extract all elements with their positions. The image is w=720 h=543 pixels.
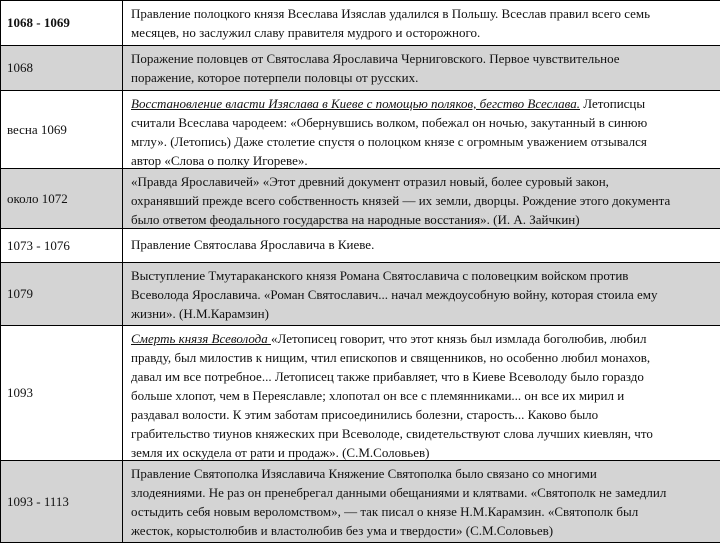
text-line: грабительство тиунов княжеских при Всеволоде, свидетельствуют слова лучших киевлян, что bbox=[131, 426, 653, 441]
date-cell: 1068 bbox=[0, 46, 123, 90]
date-cell: 1093 bbox=[0, 326, 123, 460]
date-cell: 1093 - 1113 bbox=[0, 461, 123, 542]
text-line: Выступление Тмутараканского князя Романа Святославича с половецким войском против bbox=[131, 268, 629, 283]
text-line: Правление полоцкого князя Всеслава Изяслав удалился в Польшу. Всеслав правил всего семь bbox=[131, 6, 651, 21]
description-cell bbox=[123, 461, 720, 542]
table-row bbox=[0, 46, 720, 91]
description-cell bbox=[123, 229, 720, 262]
text-line: было ответом феодального государства на народные восстания». (И. А. Зайчкин) bbox=[131, 212, 580, 227]
date-cell: весна 1069 bbox=[0, 91, 123, 168]
text-line: автор «Слова о полку Игореве». bbox=[131, 153, 308, 168]
description-cell bbox=[123, 169, 720, 228]
text-line: правду, был милостив к нищим, чтил епископов и священников, но особенно любил монахов, bbox=[131, 350, 651, 365]
table-row bbox=[0, 169, 720, 229]
description-cell bbox=[123, 326, 720, 460]
text-line: злодеяниями. Не раз он пренебрегал данными обещаниями и клятвами. «Святополк не замедлил bbox=[131, 485, 667, 500]
table-row bbox=[0, 229, 720, 263]
date-cell: 1073 - 1076 bbox=[0, 229, 123, 262]
text-line: охранявший прежде всего собственность князей — их земли, дворцы. Рождение этого документа bbox=[131, 193, 671, 208]
text-line: жесток, корыстолюбив и властолюбив без ума и твердости» (С.М.Соловьев) bbox=[131, 523, 554, 538]
table-row bbox=[0, 1, 720, 46]
text-line: жизни». (Н.М.Карамзин) bbox=[131, 306, 269, 321]
text-line: земля их оскудела от рати и продаж». (С.М.Соловьев) bbox=[131, 445, 430, 460]
event-title: Смерть князя Всеволода bbox=[131, 331, 271, 346]
date-cell: 1079 bbox=[0, 263, 123, 325]
date-cell: около 1072 bbox=[0, 169, 123, 228]
text-line: больше хлопот, чем в Переяславле; хлопотал он все с племянниками... он все их мирил и bbox=[131, 388, 625, 403]
text-line: мглу». (Летопись) Даже столетие спустя о полоцком князе с огромным уважением отзывался bbox=[131, 134, 647, 149]
description-cell bbox=[123, 46, 720, 90]
text-line: Всеволода Ярославича. «Роман Святославич... начал междоусобную войну, которая стоила ему bbox=[131, 287, 658, 302]
text-line: поражение, которое потерпели половцы от русских. bbox=[131, 70, 419, 85]
description-cell bbox=[123, 1, 720, 45]
table-row bbox=[0, 461, 720, 543]
text-line: Правление Святослава Ярославича в Киеве. bbox=[131, 237, 375, 252]
description-cell bbox=[123, 91, 720, 168]
text-line: Летописцы bbox=[579, 96, 646, 111]
text-line: считали Всеслава чародеем: «Обернувшись волком, побежал он ночью, закутанный в синюю bbox=[131, 115, 648, 130]
text-line: Правление Святополка Изяславича Княжение Святополка было связано со многими bbox=[131, 466, 597, 481]
table-row bbox=[0, 326, 720, 461]
text-line: давал им все потребное... Летописец также прибавляет, что в Киеве Всеволоду было гораздо bbox=[131, 369, 644, 384]
table-row bbox=[0, 91, 720, 169]
text-line: «Летописец говорит, что этот князь был измлада боголюбив, любил bbox=[271, 331, 647, 346]
table-row bbox=[0, 263, 720, 326]
description-cell bbox=[123, 263, 720, 325]
text-line: «Правда Ярославичей» «Этот древний документ отразил новый, более суровый закон, bbox=[131, 174, 609, 189]
date-cell: 1068 - 1069 bbox=[0, 1, 123, 45]
text-line: Поражение половцев от Святослава Ярославича Черниговского. Первое чувствительное bbox=[131, 51, 620, 66]
event-title: Восстановление власти Изяслава в Киеве с помощью поляков, бегство Всеслава. bbox=[131, 96, 580, 111]
text-line: остыдить себя новым вероломством», — так писал о князе Н.М.Карамзин. «Святополк был bbox=[131, 504, 639, 519]
text-line: раздавал волости. К этим заботам присоединились болезни, старость... Каково было bbox=[131, 407, 599, 422]
text-line: месяцев, но заслужил славу правителя мудрого и осторожного. bbox=[131, 25, 481, 40]
